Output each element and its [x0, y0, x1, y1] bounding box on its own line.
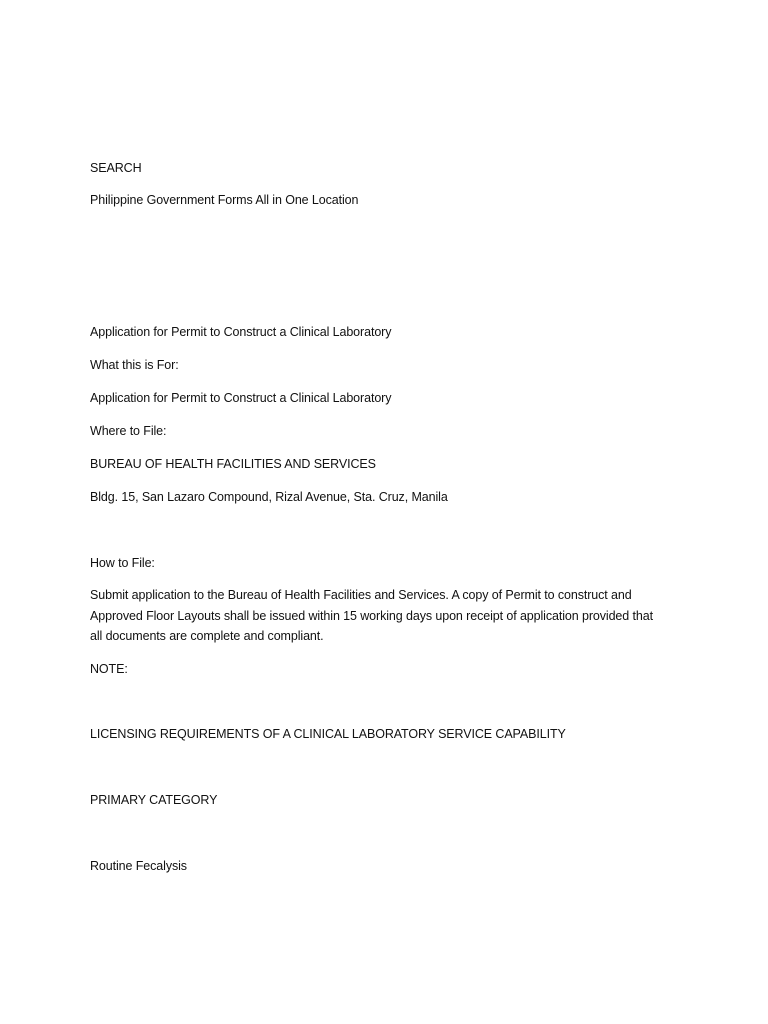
how-line: Submit application to the Bureau of Health Facilities and Services. A copy of Permit to construct and: [90, 588, 632, 602]
licensing-heading: LICENSING REQUIREMENTS OF A CLINICAL LABORATORY SERVICE CAPABILITY: [90, 727, 566, 741]
how-line: Approved Floor Layouts shall be issued within 15 working days upon receipt of application provided that: [90, 608, 653, 623]
site-tagline: Philippine Government Forms All in One Location: [90, 193, 359, 207]
how-paragraph: [90, 585, 690, 647]
how-line: all documents are complete and compliant.: [90, 629, 324, 643]
category-item: Routine Fecalysis: [90, 859, 187, 873]
where-heading: Where to File:: [90, 424, 167, 438]
office-address: Bldg. 15, San Lazaro Compound, Rizal Avenue, Sta. Cruz, Manila: [90, 490, 448, 504]
office-name: BUREAU OF HEALTH FACILITIES AND SERVICES: [90, 457, 376, 471]
purpose-text: Application for Permit to Construct a Clinical Laboratory: [90, 391, 392, 405]
category-heading: PRIMARY CATEGORY: [90, 793, 218, 807]
search-label: SEARCH: [90, 161, 142, 175]
form-title: Application for Permit to Construct a Clinical Laboratory: [90, 325, 392, 339]
note-heading: NOTE:: [90, 662, 128, 676]
purpose-heading: What this is For:: [90, 358, 179, 372]
how-heading: How to File:: [90, 556, 155, 570]
